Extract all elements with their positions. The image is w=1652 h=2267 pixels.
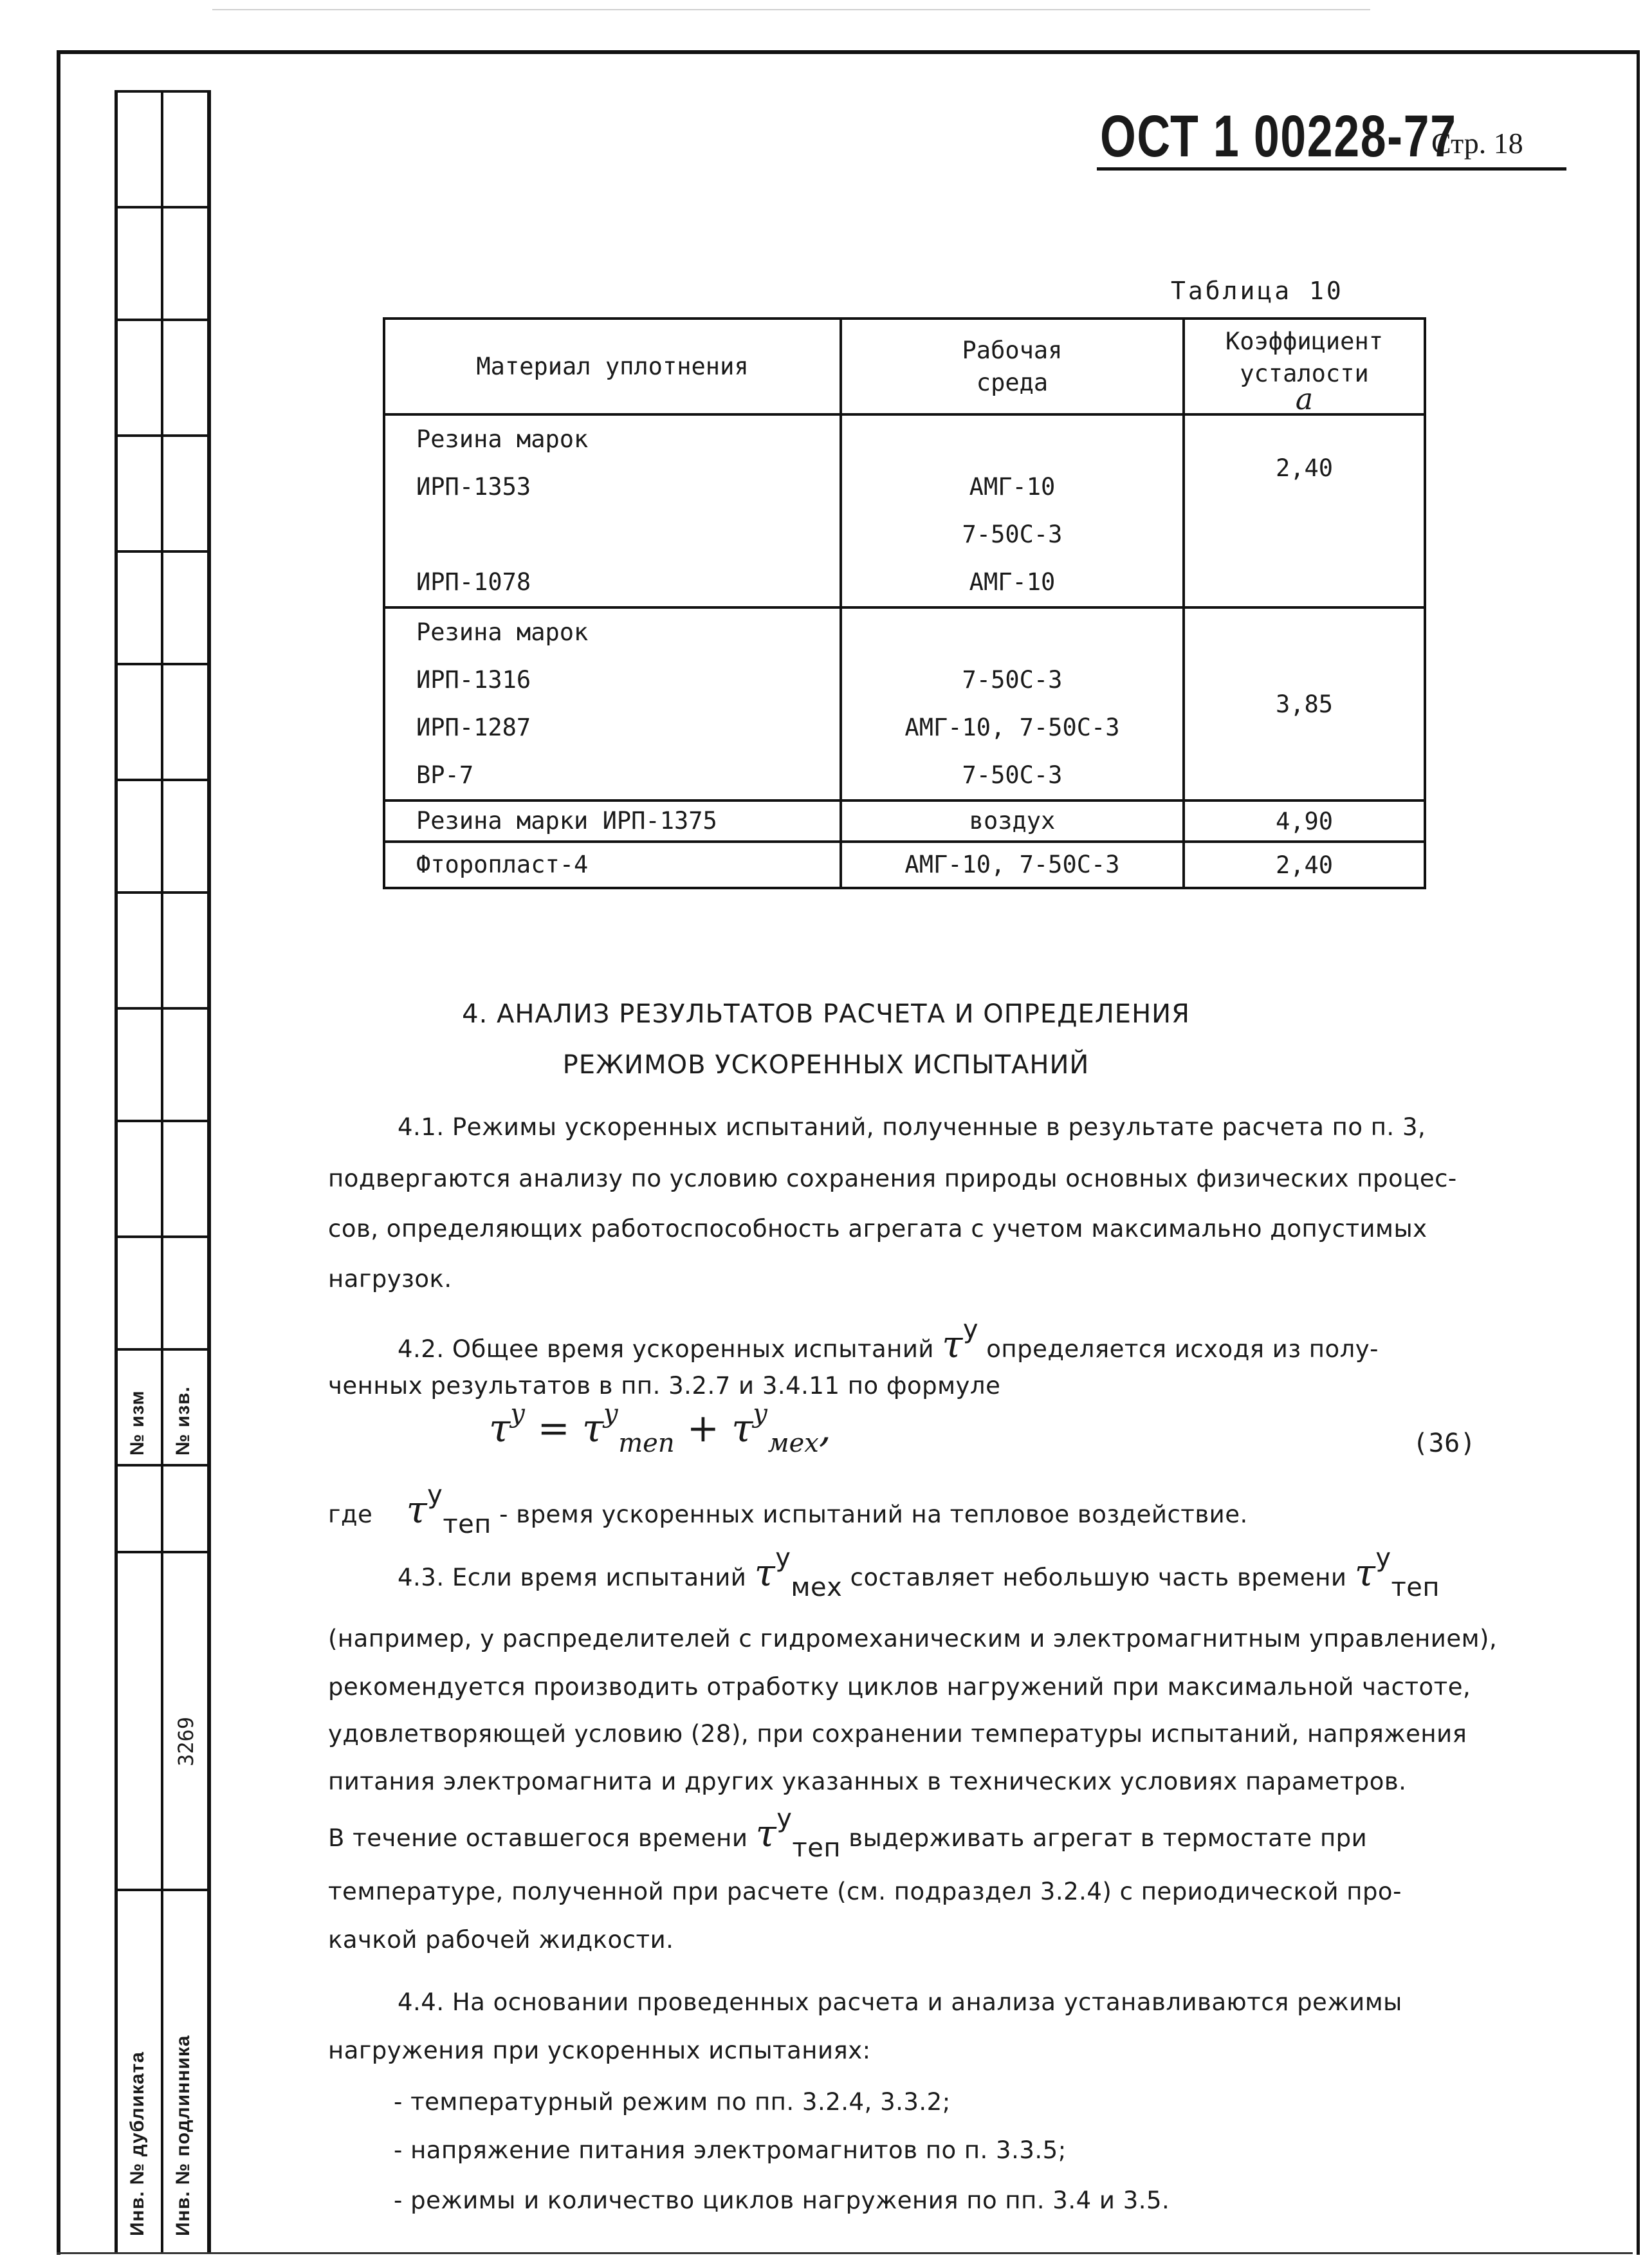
medium-cell (841, 842, 1184, 888)
section-title: 4. АНАЛИЗ РЕЗУЛЬТАТОВ РАСЧЕТА И ОПРЕДЕЛЕНИЯ (462, 999, 1190, 1029)
table-row (384, 800, 1425, 842)
strip-divider (115, 434, 211, 437)
paragraph-line: подвергаются анализу по условию сохранения природы основных физических процес- (328, 1165, 1457, 1192)
material-line: ИРП-1078 (416, 568, 531, 596)
medium-line: воздух (969, 807, 1056, 835)
text-fragment: выдерживать агрегат в термостате при (849, 1824, 1368, 1852)
header-coef-symbol: a (1295, 381, 1314, 416)
material-line: ИРП-1316 (416, 666, 531, 694)
material-line: Фторопласт-4 (416, 851, 589, 878)
tau-symbol: τ (489, 1406, 511, 1451)
text-fragment: 4.2. Общее время ускоренных испытаний (398, 1335, 934, 1363)
strip-divider (115, 319, 211, 321)
text-fragment: где (328, 1501, 373, 1528)
text-fragment: 4.3. Если время испытаний (398, 1564, 747, 1591)
stamp-inv-dubl: Инв. № дубликата (127, 2051, 148, 2236)
strip-divider (115, 1120, 211, 1122)
strip-line (207, 90, 211, 2252)
material-cell (384, 414, 841, 607)
medium-line: 7-50С-3 (962, 761, 1063, 789)
list-item: - режимы и количество циклов нагружения по пп. 3.4 и 3.5. (394, 2187, 1170, 2214)
paragraph-line (328, 1480, 1248, 1539)
paragraph-line: 4.1. Режимы ускоренных испытаний, полученные в результате расчета по п. 3, (398, 1113, 1426, 1141)
strip-divider (115, 1235, 211, 1238)
subscript: мех (767, 1429, 819, 1458)
paragraph-line: удовлетворяющей условию (28), при сохранении температуры испытаний, напряжения (328, 1720, 1467, 1748)
medium-line: АМГ-10, 7-50С-3 (904, 851, 1120, 878)
material-line: ИРП-1353 (416, 473, 531, 501)
page-frame-bottom (57, 2252, 1633, 2254)
text-fragment: - время ускоренных испытаний на тепловое воздействие. (499, 1501, 1248, 1528)
material-cell (384, 800, 841, 842)
paragraph-line: качкой рабочей жидкости. (328, 1926, 674, 1954)
list-item: - напряжение питания электромагнитов по п. 3.3.5; (394, 2136, 1067, 2164)
paragraph-line: (например, у распределителей с гидромеханическим и электромагнитным управлением), (328, 1625, 1498, 1652)
medium-line: 7-50С-3 (962, 521, 1063, 548)
material-cell (384, 842, 841, 888)
tau-symbol: τ (582, 1406, 604, 1451)
paragraph-line (398, 1543, 1440, 1602)
strip-divider (115, 1464, 211, 1467)
text-fragment: В течение оставшегося времени (328, 1824, 748, 1852)
superscript: у (775, 1543, 791, 1573)
paragraph-line: рекомендуется производить отработку циклов нагружений при максимальной частоте, (328, 1673, 1471, 1701)
superscript: у (962, 1315, 978, 1344)
material-line: ВР-7 (416, 761, 474, 789)
paragraph-line: нагрузок. (328, 1265, 452, 1293)
strip-line (115, 90, 118, 2252)
medium-cell (841, 414, 1184, 607)
strip-divider (115, 663, 211, 665)
section-title: РЕЖИМОВ УСКОРЕННЫХ ИСПЫТАНИЙ (562, 1050, 1090, 1080)
superscript: у (753, 1399, 768, 1429)
plus-sign: + (686, 1406, 719, 1451)
tau-symbol: τ (1354, 1551, 1376, 1595)
subscript: теп (618, 1429, 675, 1458)
table-header-row (384, 319, 1425, 414)
tau-symbol: τ (755, 1811, 777, 1855)
table-row (384, 607, 1425, 800)
material-line: Резина марок (416, 618, 589, 646)
paragraph-line: 4.4. На основании проведенных расчета и анализа устанавливаются режимы (398, 1988, 1402, 2016)
material-line: Резина марки ИРП-1375 (416, 807, 717, 835)
superscript: у (603, 1399, 619, 1429)
table-caption: Таблица 10 (1171, 277, 1344, 305)
strip-divider (115, 779, 211, 781)
header-material: Материал уплотнения (384, 319, 841, 414)
text-fragment: определяется исходя из полу- (986, 1335, 1379, 1363)
subscript: теп (1391, 1573, 1440, 1602)
equals-sign: = (537, 1406, 570, 1451)
medium-line (842, 609, 1182, 656)
header-rule (1097, 167, 1566, 171)
table-row (384, 842, 1425, 888)
stamp-no-izv: № изв. (172, 1386, 194, 1456)
header-medium (841, 319, 1184, 414)
formula-number: (36) (1413, 1429, 1476, 1458)
subscript: теп (792, 1833, 841, 1863)
stamp-inv-podl: Инв. № подлинника (172, 2035, 194, 2236)
tau-symbol: τ (754, 1551, 776, 1595)
list-item: - температурный режим по пп. 3.2.4, 3.3.2; (394, 2088, 951, 2116)
strip-divider (115, 90, 211, 93)
page-number: Стр. 18 (1431, 127, 1523, 160)
material-line: Резина марок (416, 425, 589, 453)
formula-36 (489, 1399, 831, 1458)
medium-line: 7-50С-3 (962, 666, 1063, 694)
coefficient-cell: 4,90 (1184, 800, 1425, 842)
header-medium-line: среда (976, 368, 1049, 396)
paragraph-line (328, 1804, 1368, 1863)
stamp-no-izm: № изм (127, 1390, 148, 1456)
header-coef-line: Коэффициент (1225, 327, 1384, 355)
strip-divider (115, 1348, 211, 1351)
medium-line: АМГ-10, 7-50С-3 (904, 714, 1120, 741)
tau-symbol: τ (942, 1322, 963, 1366)
strip-divider (115, 1551, 211, 1553)
superscript: у (427, 1480, 443, 1510)
medium-line (842, 416, 1182, 463)
paragraph-line: нагружения при ускоренных испытаниях: (328, 2037, 871, 2064)
medium-line: АМГ-10 (969, 473, 1056, 501)
strip-divider (115, 1889, 211, 1891)
strip-divider (115, 891, 211, 894)
header-medium-line: Рабочая (962, 336, 1063, 364)
paragraph-line: ченных результатов в пп. 3.2.7 и 3.4.11 по формуле (328, 1372, 1001, 1400)
material-line (385, 511, 840, 559)
text-fragment: составляет небольшую часть времени (850, 1564, 1347, 1591)
stamp-number: 3269 (174, 1716, 198, 1766)
paragraph-line (398, 1315, 1379, 1366)
table-row (384, 414, 1425, 607)
medium-cell (841, 607, 1184, 800)
strip-divider (115, 206, 211, 208)
comma: , (818, 1406, 831, 1451)
header-coef-line: усталости (1240, 359, 1369, 387)
header-coefficient (1184, 319, 1425, 414)
material-line: ИРП-1287 (416, 714, 531, 741)
superscript: у (776, 1804, 793, 1833)
coefficient-cell: 2,40 (1184, 842, 1425, 888)
superscript: у (1375, 1543, 1391, 1573)
top-edge-line (212, 9, 1370, 10)
medium-line: АМГ-10 (969, 568, 1056, 596)
material-cell (384, 607, 841, 800)
subscript: теп (443, 1510, 491, 1539)
medium-cell (841, 800, 1184, 842)
data-table (383, 317, 1426, 889)
subscript: мех (791, 1573, 843, 1602)
paragraph-line: питания электромагнита и других указанных в технических условиях параметров. (328, 1768, 1407, 1795)
tau-symbol: τ (731, 1406, 753, 1451)
coefficient-cell: 3,85 (1184, 607, 1425, 800)
coefficient-cell: 2,40 (1184, 414, 1425, 607)
document-code: ОСТ 1 00228-77 (1100, 104, 1457, 169)
tau-symbol: τ (406, 1488, 428, 1531)
paragraph-line: температуре, полученной при расчете (см. подраздел 3.2.4) с периодической про- (328, 1878, 1402, 1905)
strip-divider (115, 550, 211, 553)
strip-line (161, 90, 163, 2252)
paragraph-line: сов, определяющих работоспособность агрегата с учетом максимально допустимых (328, 1215, 1427, 1243)
superscript: у (510, 1399, 526, 1429)
